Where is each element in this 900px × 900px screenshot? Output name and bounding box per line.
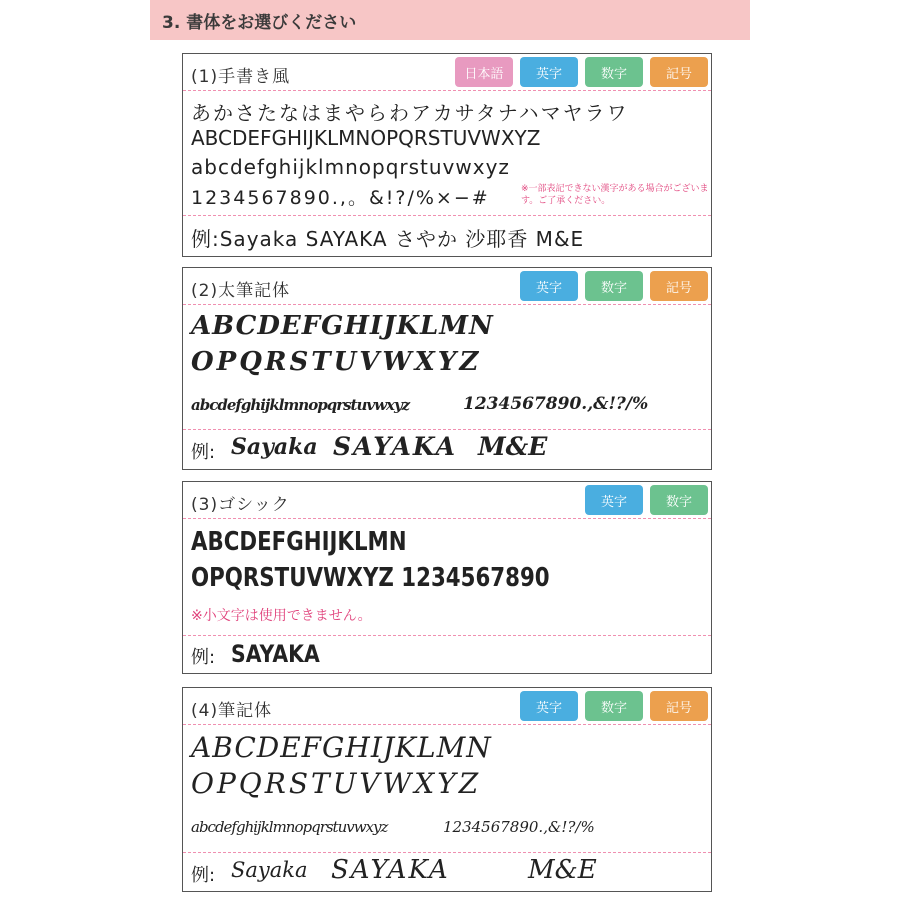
example-label: 例: [191,865,216,886]
badge-english: 英字 [520,271,578,301]
badge-group [455,57,708,87]
card-title: (3)ゴシック [191,495,290,515]
example-row [183,853,711,893]
card-header [183,482,711,519]
section-header [150,0,750,40]
sample-area [183,91,711,216]
badge-symbols: 記号 [650,271,708,301]
sample-line-uppercase-1: ABCDEFGHIJKLMN [191,527,407,557]
section-title: 3. 書体をお選びください [162,12,357,33]
example-value-2: SAYAKA [331,855,450,885]
card-title: (1)手書き風 [191,67,291,87]
example-row [183,216,711,256]
sample-line-lowercase: abcdefghijklmnopqrstuvwxyz [191,155,510,179]
sample-line-uppercase-2: OPQRSTUVWXYZ 1234567890 [191,563,550,593]
sample-line-numbers: 1234567890.,&!?/% [463,394,649,414]
kanji-note: ※一部表記できない漢字がある場合がございます。ご了承ください。 [521,184,709,206]
badge-symbols: 記号 [650,691,708,721]
font-card-handwriting[interactable] [182,53,712,257]
example-row [183,636,711,674]
sample-line-uppercase-2: OPQRSTUVWXYZ [191,347,482,377]
sample-line-numbers: 1234567890.,。&!?/%×−# [191,187,490,209]
badge-group [520,271,708,301]
card-header [183,268,711,305]
badge-group [520,691,708,721]
sample-line-uppercase-1: ABCDEFGHIJKLMN [191,731,492,764]
sample-line-uppercase-1: ABCDEFGHIJKLMN [191,311,494,341]
card-title: (2)太筆記体 [191,281,291,301]
badge-english: 英字 [585,485,643,515]
badge-japanese: 日本語 [455,57,513,87]
example-value-1: Sayaka [231,858,308,882]
example-value-2: SAYAKA [333,432,457,461]
card-header [183,688,711,725]
example-row [183,430,711,470]
sample-line-uppercase: ABCDEFGHIJKLMNOPQRSTUVWXYZ [191,126,541,150]
sample-line-lowercase: abcdefghijklmnopqrstuvwxyz [191,818,388,836]
example-value-3: M&E [478,432,548,461]
example-text: 例:Sayaka SAYAKA さやか 沙耶香 M&E [191,227,585,251]
example-label: 例: [191,442,216,463]
badge-numbers: 数字 [650,485,708,515]
sample-line-kana: あかさたなはまやらわアカサタナハマヤラワ [191,101,629,125]
lowercase-note: ※小文字は使用できません。 [191,608,372,624]
badge-group [585,485,708,515]
card-header [183,54,711,91]
badge-english: 英字 [520,691,578,721]
font-card-script[interactable] [182,687,712,892]
example-value-3: M&E [528,855,597,885]
example-value-1: Sayaka [231,434,318,460]
sample-area [183,725,711,853]
example-value: SAYAKA [231,640,320,668]
sample-line-numbers: 1234567890.,&!?/% [443,818,595,836]
font-card-gothic[interactable] [182,481,712,674]
badge-numbers: 数字 [585,691,643,721]
badge-english: 英字 [520,57,578,87]
badge-symbols: 記号 [650,57,708,87]
card-title: (4)筆記体 [191,701,273,721]
font-card-bold-script[interactable] [182,267,712,470]
sample-line-uppercase-2: OPQRSTUVWXYZ [191,767,482,800]
sample-area [183,519,711,636]
sample-line-lowercase: abcdefghijklmnopqrstuvwxyz [191,396,410,414]
sample-area [183,305,711,430]
example-label: 例: [191,647,216,668]
badge-numbers: 数字 [585,271,643,301]
badge-numbers: 数字 [585,57,643,87]
